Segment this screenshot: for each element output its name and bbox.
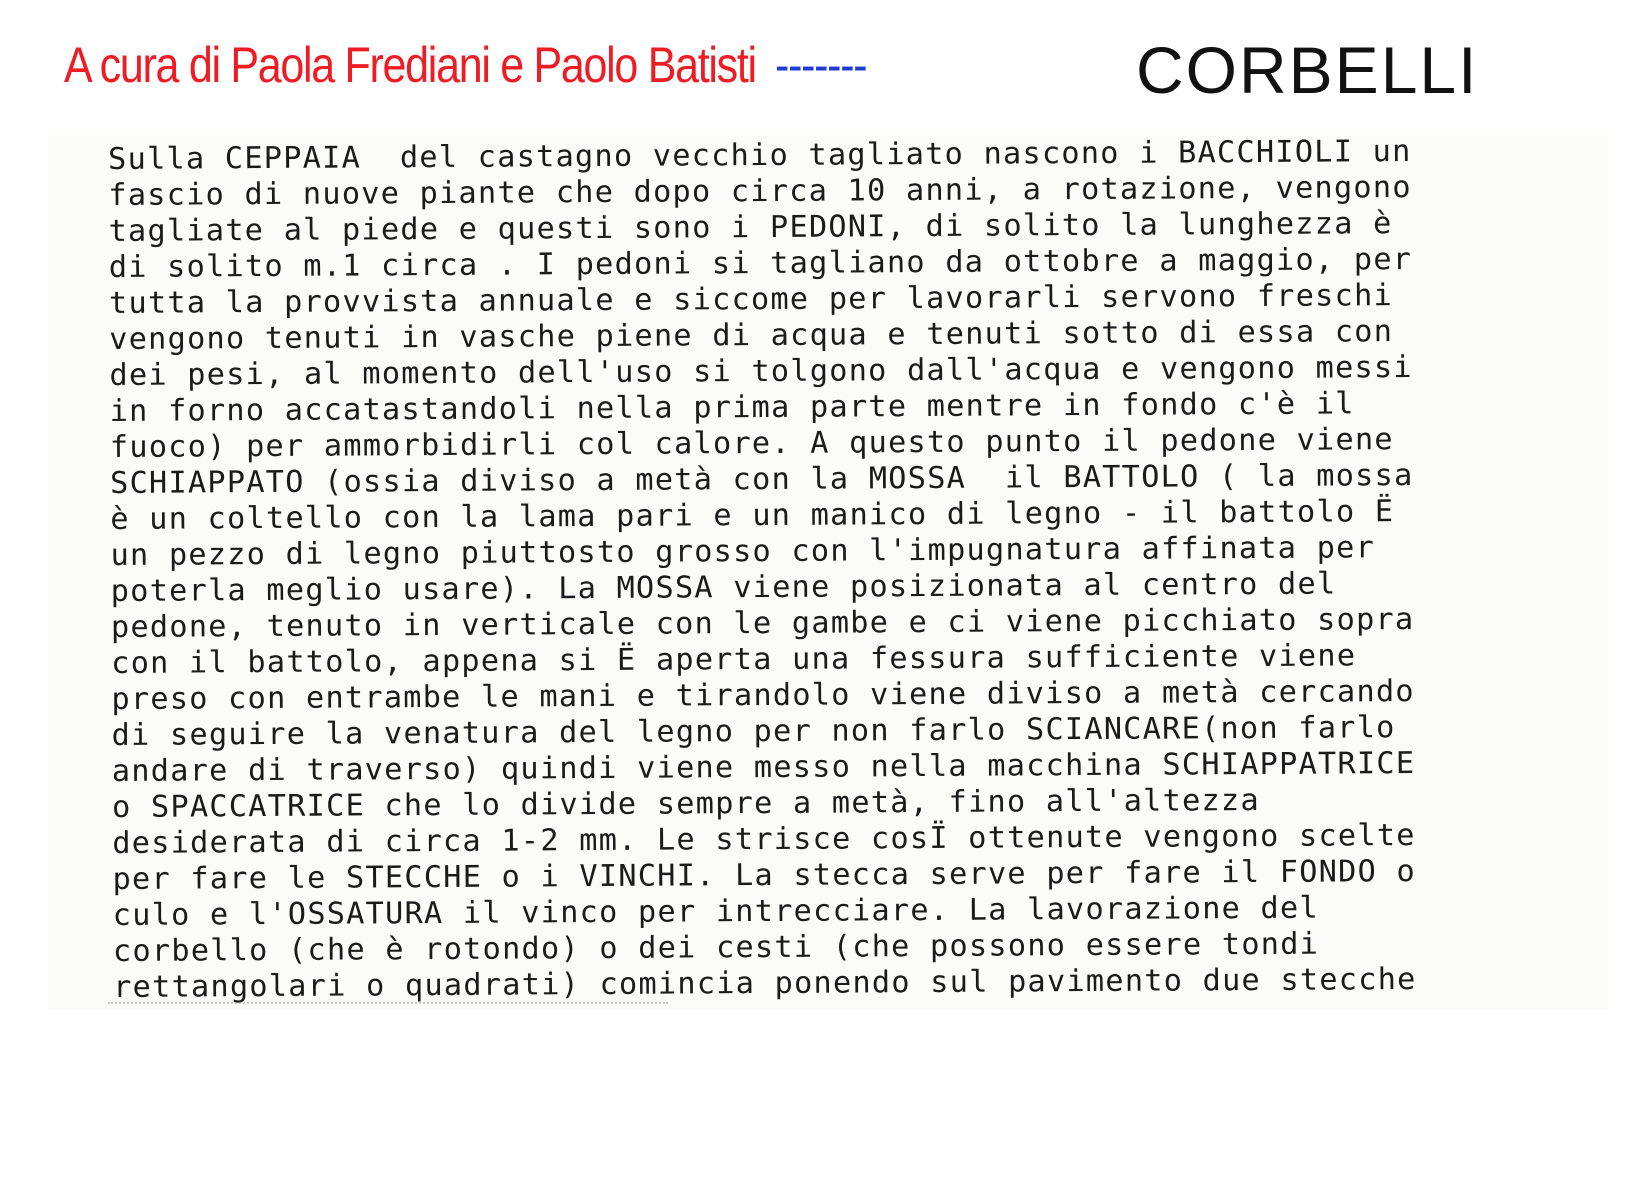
text-line: tagliate al piede e questi sono i PEDONI, di solito la lunghezza è [108,206,1393,249]
text-line: di solito m.1 circa . I pedoni si tagliano da ottobre a maggio, per [108,242,1413,285]
text-line: con il battolo, appena si Ë aperta una fessura sufficiente viene [111,638,1357,681]
text-line: fuoco) per ammorbidirli col calore. A questo punto il pedone viene [109,422,1394,465]
text-line: pedone, tenuto in verticale con le gambe e ci viene picchiato sopra [110,602,1415,645]
scanned-typewritten-page [48,130,1608,1010]
text-line: SCHIAPPATO (ossia diviso a metà con la MOSSA il BATTOLO ( la mossa [109,458,1414,501]
text-line: dei pesi, al momento dell'uso si tolgono dall'acqua e vengono messi [109,350,1413,393]
text-line: o SPACCATRICE che lo divide sempre a metà, fino all'altezza [111,782,1260,825]
typewritten-text-block [108,134,1417,1006]
author-credit-line [64,36,866,94]
text-line: è un coltello con la lama pari e un manico di legno - il battolo Ë [110,494,1395,537]
separator-dashes: ------- [775,37,867,93]
text-line: andare di traverso) quindi viene messo nella macchina SCHIAPPATRICE [111,746,1416,789]
text-line: un pezzo di legno piuttosto grosso con l'impugnatura affinata per [110,530,1376,573]
author-credit: A cura di Paola Frediani e Paolo Batisti [64,37,756,93]
text-line: tutta la provvista annuale e siccome per lavorarli servono freschi [108,278,1394,321]
text-line: Sulla CEPPAIA del castagno vecchio tagliato nascono i BACCHIOLI un [108,134,1412,177]
text-line: in forno accatastandoli nella prima parte mentre in fondo c'è il [109,386,1355,429]
page-header [64,30,1624,110]
text-line: vengono tenuti in vasche piene di acqua e tenuti sotto di essa con [109,314,1394,357]
page-title: CORBELLI [1136,33,1479,107]
text-line: culo e l'OSSATURA il vinco per intrecciare. La lavorazione del [112,890,1319,933]
text-line: per fare le STECCHE o i VINCHI. La stecca serve per fare il FONDO o [112,854,1417,897]
text-line: fascio di nuove piante che dopo circa 10 anni, a rotazione, vengono [108,170,1412,213]
text-line: di seguire la venatura del legno per non farlo SCIANCARE(non farlo [111,710,1396,753]
cropped-line-remnant [108,1002,668,1010]
text-line: poterla meglio usare). La MOSSA viene posizionata al centro del [110,566,1337,609]
text-line: corbello (che è rotondo) o dei cesti (che possono essere tondi [112,926,1320,969]
text-line: rettangolari o quadrati) comincia ponendo sul pavimento due stecche [113,962,1417,1005]
text-line: desiderata di circa 1-2 mm. Le strisce cosÏ ottenute vengono scelte [112,818,1416,861]
text-line: preso con entrambe le mani e tirandolo viene diviso a metà cercando [111,674,1415,717]
